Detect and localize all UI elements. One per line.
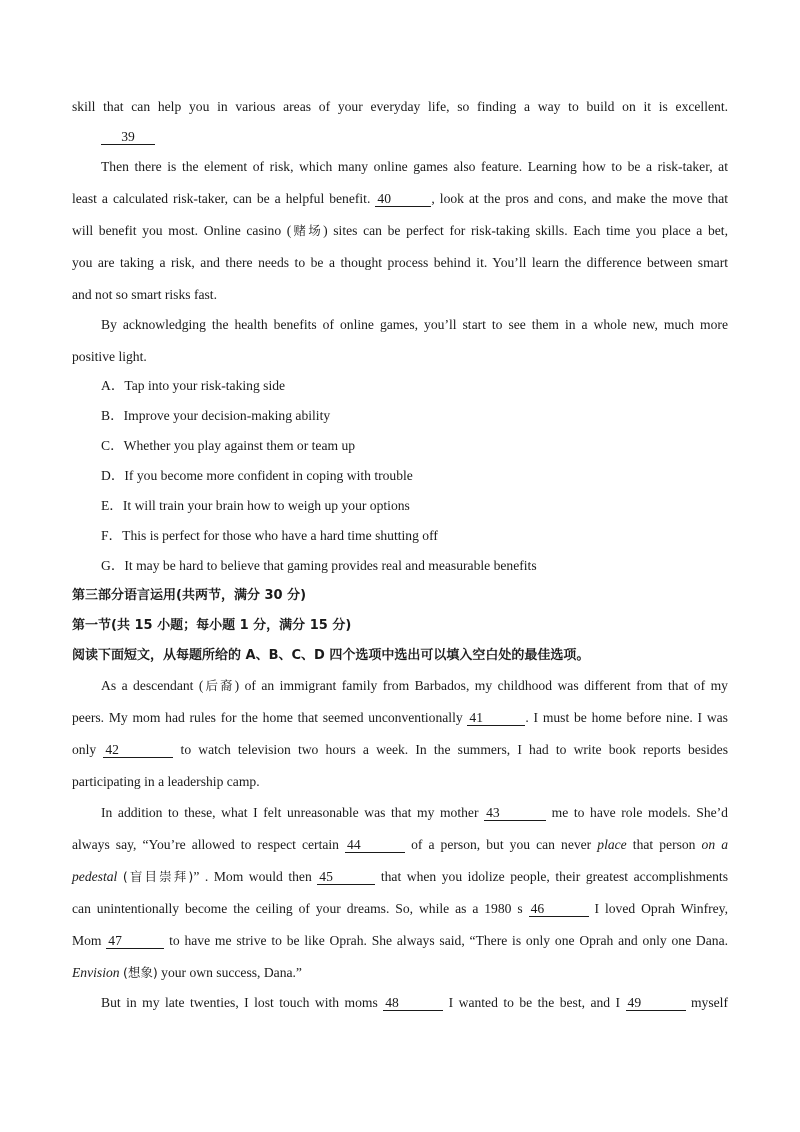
paragraph-line: least a calculated risk-taker, can be a helpful benefit. 40 , look at the pros and cons, and make the move that (72, 191, 729, 206)
paragraph-line: will benefit you most. Online casino (赌场) sites can be perfect for risk-taking skills. Each time you place a bet, (72, 223, 728, 238)
answer-blank[interactable]: 44 (345, 837, 405, 853)
answer-blank[interactable]: 49 (626, 995, 686, 1011)
answer-blank[interactable]: 41 (467, 710, 525, 726)
paragraph-line: positive light. (72, 349, 147, 364)
paragraph-line: pedestal (盲目崇拜)” . Mom would then 45 that when you idolize people, their greatest accomplishments (72, 869, 729, 884)
answer-blank[interactable]: 43 (484, 805, 546, 821)
paragraph-line: peers. My mom had rules for the home that seemed unconventionally 41 . I must be home before nine. I was (72, 710, 728, 725)
answer-blank[interactable]: 40 (375, 191, 431, 207)
paragraph-line: skill that can help you in various areas of your everyday life, so finding a way to build on it is excellent. (72, 99, 728, 114)
section-instruction: 阅读下面短文，从每题所给的 A、B、C、D 四个选项中选出可以填入空白处的最佳选项。 (72, 648, 590, 663)
section-subsection-heading: 第一节(共 15 小题；每小题 1 分，满分 15 分) (72, 618, 352, 633)
paragraph-line: In addition to these, what I felt unreasonable was that my mother 43 me to have role models. She’d (101, 805, 728, 820)
answer-blank[interactable]: 39 (101, 129, 155, 145)
paragraph-line: can unintentionally become the ceiling of your dreams. So, while as a 1980 s 46 I loved Oprah Winfrey, (72, 901, 728, 916)
option-b: B．Improve your decision-making ability (101, 408, 331, 423)
section-part-heading: 第三部分语言运用(共两节，满分 30 分) (72, 588, 307, 603)
answer-blank[interactable]: 42 (103, 742, 173, 758)
option-d: D．If you become more confident in coping with trouble (101, 468, 413, 483)
option-e: E．It will train your brain how to weigh up your options (101, 498, 410, 513)
answer-blank[interactable]: 47 (106, 933, 164, 949)
option-c: C．Whether you play against them or team up (101, 438, 356, 453)
answer-blank[interactable]: 48 (383, 995, 443, 1011)
paragraph-line: By acknowledging the health benefits of online games, you’ll start to see them in a whole new, much more (101, 317, 728, 332)
paragraph-line: But in my late twenties, I lost touch with moms 48 I wanted to be the best, and I 49 myself (101, 995, 728, 1010)
paragraph-line: only 42 to watch television two hours a week. In the summers, I had to write book reports besides (72, 742, 729, 757)
paragraph-line: Then there is the element of risk, which many online games also feature. Learning how to be a risk-taker, at (101, 159, 728, 174)
option-g: G．It may be hard to believe that gaming provides real and measurable benefits (101, 558, 537, 573)
paragraph-line: Envision (想象) your own success, Dana.” (72, 965, 302, 980)
paragraph-line: Mom 47 to have me strive to be like Oprah. She always said, “There is only one Oprah and only one Dana. (72, 933, 728, 948)
paragraph-line: As a descendant (后裔) of an immigrant family from Barbados, my childhood was different from that of my (101, 678, 728, 693)
paragraph-line: you are taking a risk, and there needs to be a thought process behind it. You’ll learn the difference between smart (72, 255, 728, 270)
paragraph-line: participating in a leadership camp. (72, 774, 260, 789)
option-a: A．Tap into your risk-taking side (101, 378, 286, 393)
paragraph-line: always say, “You’re allowed to respect certain 44 of a person, but you can never place that person on a (72, 837, 728, 852)
answer-blank[interactable]: 45 (317, 869, 375, 885)
paragraph-line: and not so smart risks fast. (72, 287, 217, 302)
answer-blank-line (101, 128, 728, 146)
option-f: F．This is perfect for those who have a hard time shutting off (101, 528, 438, 543)
answer-blank[interactable]: 46 (529, 901, 589, 917)
